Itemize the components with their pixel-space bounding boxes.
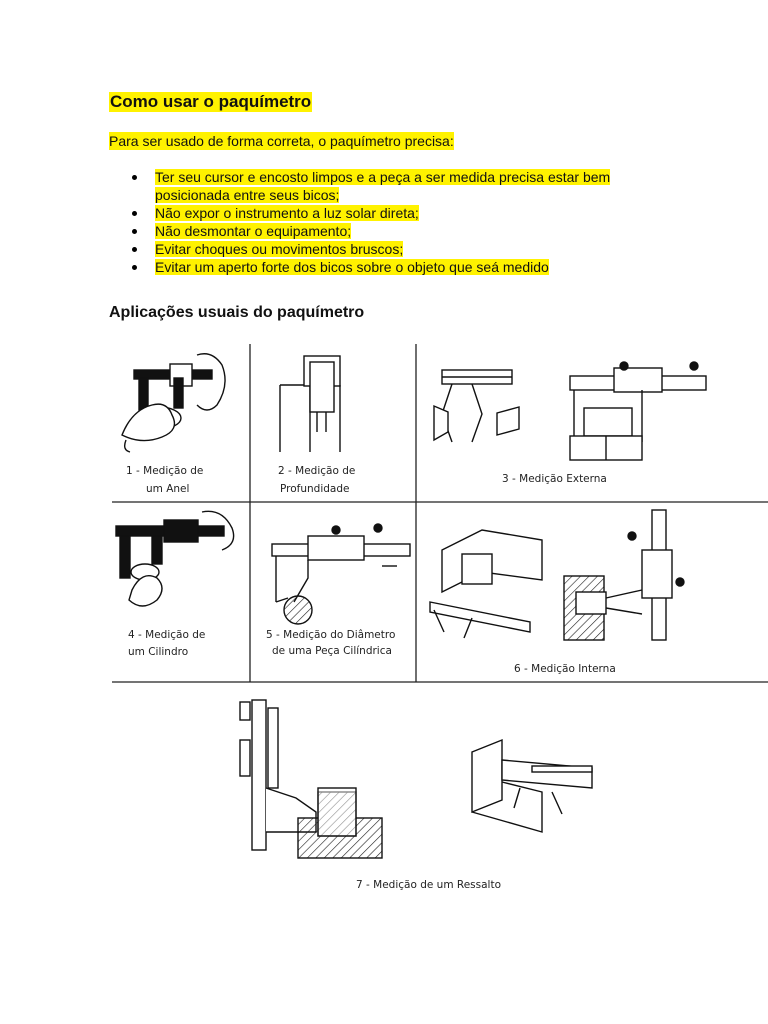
diameter-measurement-illustration	[272, 524, 410, 624]
list-item-text: Não expor o instrumento a luz solar direta;	[155, 205, 419, 221]
depth-measurement-illustration	[280, 356, 340, 452]
list-item	[130, 222, 680, 240]
caption-2-line1: 2 - Medição de	[278, 465, 356, 477]
bullet-icon	[132, 229, 137, 234]
ring-measurement-illustration	[122, 354, 225, 452]
section-heading: Aplicações usuais do paquímetro	[109, 304, 365, 321]
list-item-text: Evitar um aperto forte dos bicos sobre o objeto que seá medido	[155, 259, 549, 275]
external-measurement-illustration	[434, 362, 706, 460]
caption-4-line2: um Cilindro	[128, 646, 189, 658]
bullet-icon	[132, 247, 137, 252]
figure-grid	[112, 344, 768, 682]
list-item	[130, 258, 680, 276]
bullet-icon	[132, 265, 137, 270]
list-item-text: Não desmontar o equipamento;	[155, 223, 352, 239]
internal-measurement-illustration	[430, 510, 684, 640]
list-item-text: Evitar choques ou movimentos bruscos;	[155, 241, 404, 257]
page-title: Como usar o paquímetro	[110, 92, 312, 111]
bullet-icon	[132, 175, 137, 180]
caption-4-line1: 4 - Medição de	[128, 629, 206, 641]
caliper-applications-figure	[112, 340, 768, 910]
list-item	[130, 240, 680, 258]
intro-text: Para ser usado de forma correta, o paquímetro precisa:	[109, 133, 454, 149]
caption-2-line2: Profundidade	[280, 483, 350, 495]
caption-1-line2: um Anel	[146, 483, 190, 495]
caption-3: 3 - Medição Externa	[502, 473, 607, 485]
cylinder-measurement-illustration	[116, 511, 234, 606]
caption-7: 7 - Medição de um Ressalto	[356, 879, 502, 891]
list-item	[130, 204, 680, 222]
bullet-list	[130, 168, 680, 276]
list-item	[130, 168, 680, 204]
caption-5-line1: 5 - Medição do Diâmetro	[266, 629, 396, 641]
caption-6: 6 - Medição Interna	[514, 663, 616, 675]
shoulder-measurement-illustration	[240, 700, 592, 858]
caption-5-line2: de uma Peça Cilíndrica	[272, 645, 392, 657]
caption-1-line1: 1 - Medição de	[126, 465, 204, 477]
list-item-text: Ter seu cursor e encosto limpos e a peça a ser medida precisa estar bem posicionada entre seus bicos;	[155, 169, 611, 203]
bullet-icon	[132, 211, 137, 216]
